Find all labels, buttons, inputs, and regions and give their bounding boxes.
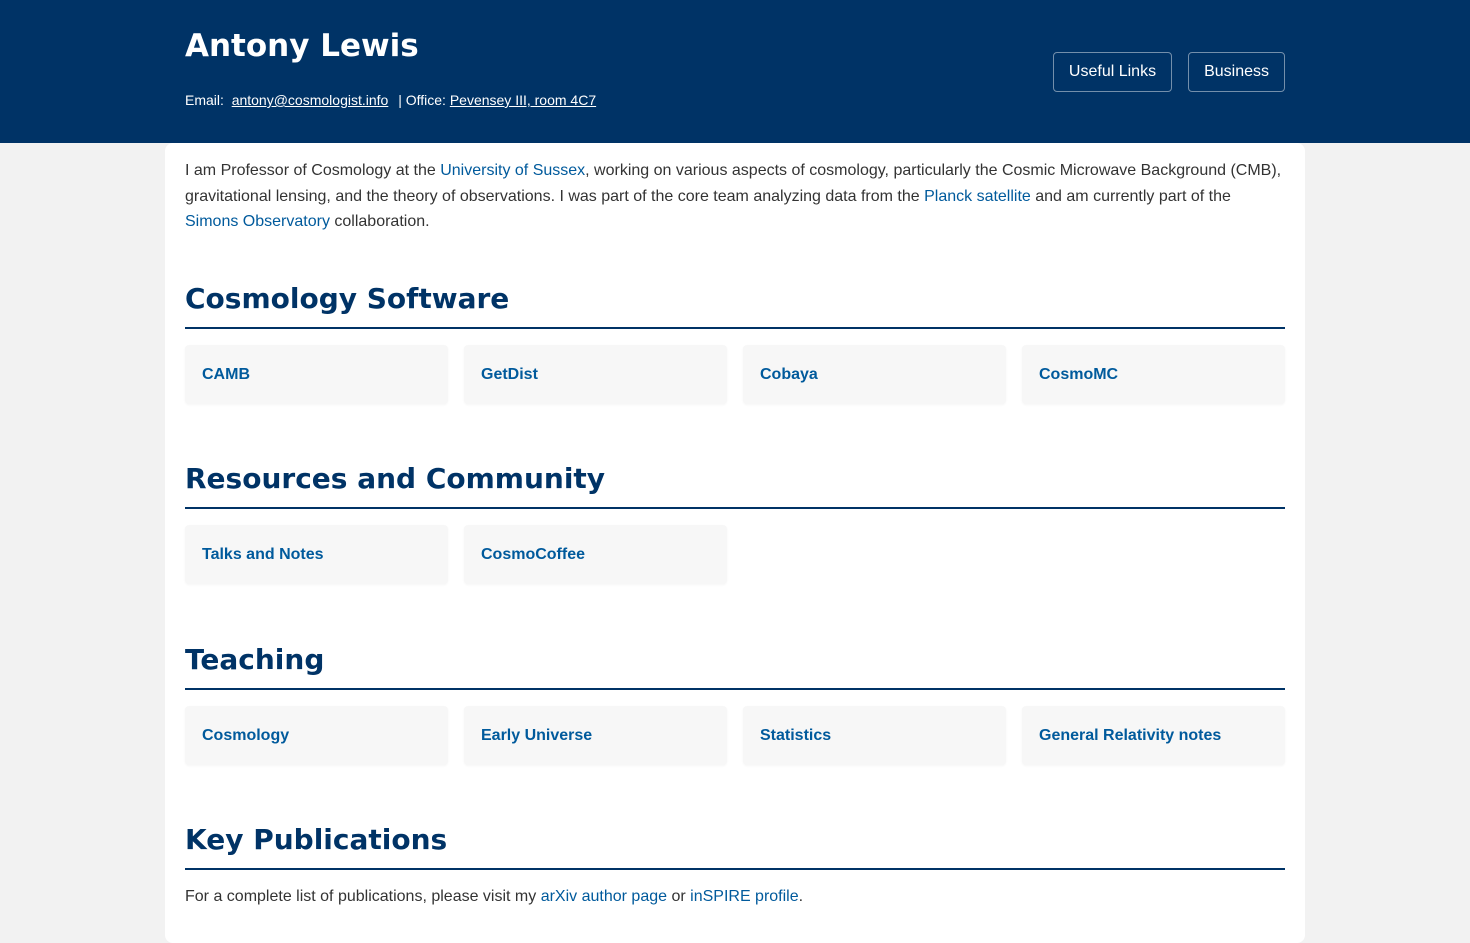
tile-camb[interactable]: CAMB [185, 345, 448, 404]
tile-getdist[interactable]: GetDist [464, 345, 727, 404]
site-title: Antony Lewis [185, 28, 419, 64]
header-inner [185, 0, 1285, 143]
pubs-text-2: or [667, 888, 691, 905]
pubs-text-3: . [798, 888, 804, 905]
pubs-text-1: For a complete list of publications, please visit my [185, 888, 541, 905]
office-label: | Office: [398, 92, 446, 108]
software-section [185, 282, 1285, 404]
section-title-software: Cosmology Software [185, 282, 1285, 329]
intro-text-3: and am currently part of the [1030, 187, 1231, 205]
intro-text-1: I am Professor of Cosmology at the [185, 162, 441, 179]
arxiv-link[interactable]: arXiv author page [540, 888, 668, 905]
tile-cosmocoffee[interactable]: CosmoCoffee [464, 525, 727, 584]
tile-cosmology[interactable]: Cosmology [185, 706, 448, 765]
header-nav [1053, 52, 1285, 92]
intro-paragraph [185, 158, 1285, 235]
sussex-link[interactable]: University of Sussex [440, 162, 586, 179]
contact-line [185, 92, 596, 108]
publications-text [185, 888, 1285, 906]
teaching-section [185, 643, 1285, 765]
tile-statistics[interactable]: Statistics [743, 706, 1006, 765]
tile-gr-notes[interactable]: General Relativity notes [1022, 706, 1285, 765]
section-title-resources: Resources and Community [185, 462, 1285, 509]
business-button[interactable]: Business [1188, 52, 1285, 92]
tile-cosmomc[interactable]: CosmoMC [1022, 345, 1285, 404]
inspire-link[interactable]: inSPIRE profile [690, 888, 799, 905]
resources-grid [185, 525, 1285, 584]
teaching-grid [185, 706, 1285, 765]
intro-text-2: , working on various aspects of cosmology, particularly the Cosmic Microwave Background (CMB), gravitational lensing, and the theory of observations. I was part of the core team analyzing data from the [185, 162, 1282, 205]
publications-section [185, 823, 1285, 906]
tile-early-universe[interactable]: Early Universe [464, 706, 727, 765]
office-link[interactable]: Pevensey III, room 4C7 [449, 92, 597, 108]
email-link[interactable]: antony@cosmologist.info [231, 92, 389, 108]
site-header [0, 0, 1470, 143]
tile-talks-notes[interactable]: Talks and Notes [185, 525, 448, 584]
software-grid [185, 345, 1285, 404]
resources-section [185, 462, 1285, 584]
section-title-teaching: Teaching [185, 643, 1285, 690]
main-content [185, 158, 1285, 905]
planck-link[interactable]: Planck satellite [924, 187, 1031, 205]
useful-links-button[interactable]: Useful Links [1053, 52, 1172, 92]
intro-text-4: collaboration. [329, 213, 430, 230]
simons-observatory-link[interactable]: Simons Observatory [185, 213, 330, 230]
tile-cobaya[interactable]: Cobaya [743, 345, 1006, 404]
email-label: Email: [185, 92, 224, 108]
section-title-publications: Key Publications [185, 823, 1285, 870]
